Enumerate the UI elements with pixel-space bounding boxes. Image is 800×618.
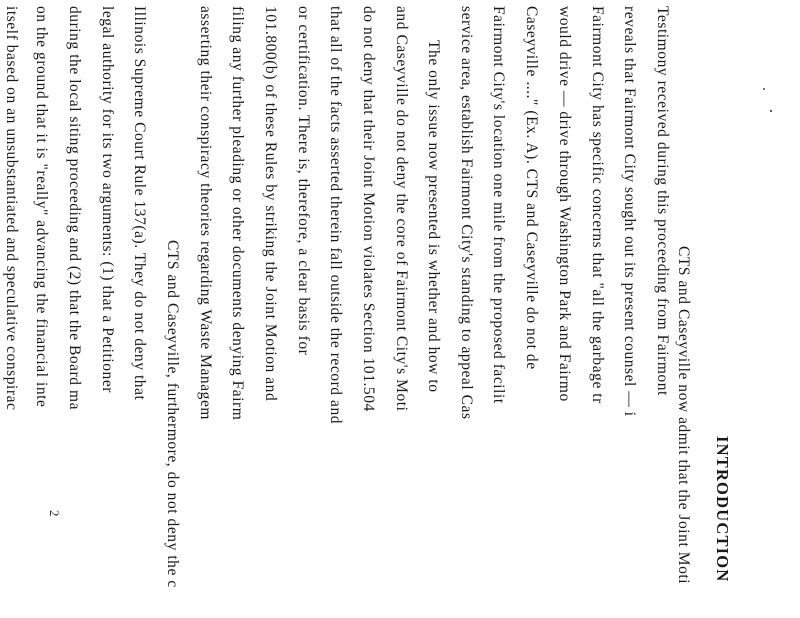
text-line: and Caseyville do not deny the core of Fairmont City's Moti [393,6,410,412]
scan-speck [770,110,772,112]
text-line: asserting their conspiracy theories regarding Waste Managem [197,6,214,420]
text-line: during the local siting proceeding and (2) that the Board ma [66,6,83,411]
text-line: or certification. There is, therefore, a clear basis for [295,6,312,356]
text-line: reveals that Fairmont City sought out its present counsel — i [621,6,638,417]
text-line: Fairmont City's location one mile from the proposed facilit [490,6,507,404]
text-line: 101.800(b) of these Rules by striking the Joint Motion and [262,6,279,402]
text-line: CTS and Caseyville now admit that the Joint Moti [675,246,692,585]
text-line: The only issue now presented is whether and how to [425,40,442,393]
text-line: filing any further pleading or other documents denying Fairm [229,6,246,421]
section-heading: INTRODUCTION [713,436,732,583]
text-line: do not deny that their Joint Motion violates Section 101.504 [360,6,377,412]
text-line: service area, establish Fairmont City's standing to appeal Cas [458,6,475,420]
text-line: Caseyville ...." (Ex. A). CTS and Caseyville do not de [523,6,540,370]
text-line: legal authority for its two arguments: (1) that a Petitioner [99,6,116,393]
text-line: Illinois Supreme Court Rule 137(a). They do not deny that [131,6,148,401]
text-line: CTS and Caseyville, furthermore, do not deny the c [164,240,181,588]
text-line: on the ground that it is "really" advancing the financial inte [33,6,50,408]
text-line: itself based on an unsubstantiated and speculative conspirac [3,6,20,411]
text-line: Fairmont City has specific concerns that "all the garbage tr [589,6,606,404]
page-number: 2 [47,510,62,517]
text-line: that all of the facts asserted therein fall outside the record and [327,6,344,425]
text-line: would drive — drive through Washington Park and Fairmo [556,6,573,402]
scan-speck [763,88,765,90]
text-line: Testimony received during this proceeding from Fairmont [654,6,671,396]
